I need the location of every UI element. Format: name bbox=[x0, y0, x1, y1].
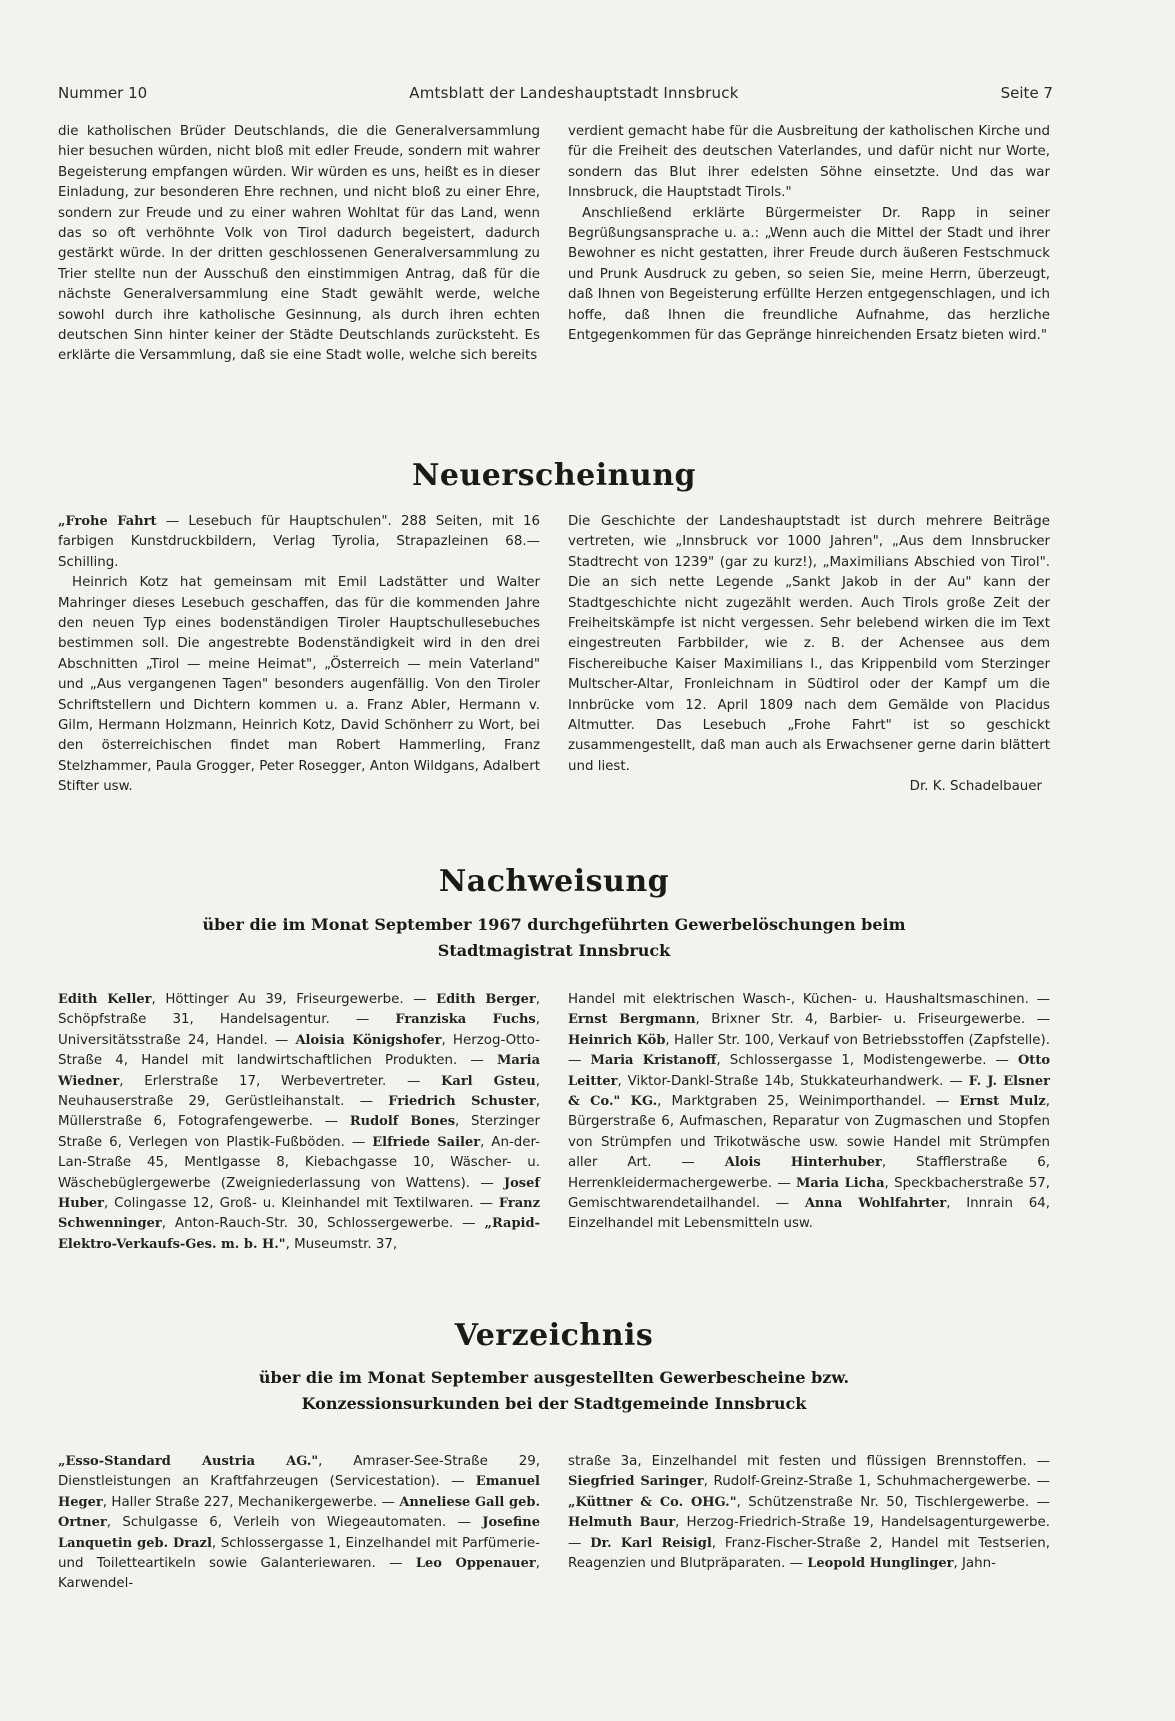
issue-number: Nummer 10 bbox=[58, 84, 148, 102]
nachweisung-right-entries bbox=[568, 990, 1050, 1235]
entry-text: , Rudolf-Greinz-Straße 1, Schuhmachergewerbe. — bbox=[703, 1474, 1050, 1490]
entry-name: Alois Hinterhuber bbox=[724, 1155, 882, 1171]
review-paragraph-1: Heinrich Kotz hat gemeinsam mit Emil Ladstätter und Walter Mahringer dieses Lesebuch geschaffen, das für die kommenden Jahre den neuen Typ eines bodenständigen Tiroler Hauptschullesebuches bestimmen soll. Die angestrebte Bodenständigkeit wird in den drei Abschnitten „Tirol — meine Heimat", „Österreich — mein Vaterland" und „Aus vergangenen Tagen" besonders augenfällig. Von den Tiroler Schriftstellern und Dichtern kommen u. a. Franz Abler, Hermann v. Gilm, Hermann Holzmann, Heinrich Kotz, David Schönherr zu Wort, bei den österreichischen findet man Robert Hammerling, Franz Stelzhammer, Paula Grogger, Peter Rosegger, Anton Wildgans, Adalbert Stifter usw. bbox=[58, 575, 540, 795]
review-signature: Dr. K. Schadelbauer bbox=[909, 779, 1042, 795]
entry-name: Dr. Karl Reisigl bbox=[590, 1535, 712, 1551]
entry-text: , Innrain 64, Einzelhandel mit Lebensmitteln usw. bbox=[568, 1196, 1051, 1232]
entry-text: , Schlossergasse 1, Einzelhandel mit Parfümerie- und Toiletteartikeln sowie Galanteriewaren. — bbox=[58, 1535, 540, 1572]
entry-name: Maria Kristanoff bbox=[590, 1053, 717, 1069]
entry-name: Maria Licha bbox=[796, 1175, 885, 1191]
entry-text: , Bürgerstraße 6, Aufmaschen, Reparatur von Zugmaschen und Stopfen von Strümpfen und Trikotwäsche usw. sowie Handel mit Strümpfen aller Art. — bbox=[568, 1094, 1050, 1171]
entry-name: Helmuth Baur bbox=[568, 1515, 676, 1531]
entry-text: , Universitätsstraße 24, Handel. — bbox=[58, 1012, 540, 1048]
verzeichnis-subheading bbox=[58, 1365, 1050, 1417]
intro-left-text: die katholischen Brüder Deutschlands, die die Generalversammlung hier besuchen würden, nicht bloß mit edler Freude, sondern mit wahrer Begeisterung empfangen würden. Wir würden es uns, heißt es in dieser Einladung, zur besonderen Ehre rechnen, und nicht bloß zu einer Ehre, sondern zur Freude und zu einer wahren Wohltat für das Land, wenn das so oft verhöhnte Volk von Tirol dadurch begeistert, dadurch gestärkt würde. In der dritten geschlossenen Generalversammlung zu Trier stellte nun der Ausschuß den einstimmigen Antrag, daß für die nächste Generalversammlung eine Stadt gewählt werde, welche sowohl durch ihre katholische Gesinnung, als durch ihren echten deutschen Sinn hinter keiner der Städte Deutschlands zurücksteht. Es erklärte die Versammlung, daß sie eine Stadt wolle, welche sich bereits bbox=[58, 124, 540, 364]
entry-text: , Herzog-Otto-Straße 4, Handel mit landwirtschaftlichen Produkten. — bbox=[58, 1032, 540, 1069]
entry-name: Heinrich Köb bbox=[568, 1032, 666, 1048]
entry-text: , Anton-Rauch-Str. 30, Schlossergewerbe. — bbox=[161, 1216, 485, 1232]
nachweisung-right-column bbox=[568, 990, 1050, 1255]
neuerscheinung-right-column bbox=[568, 512, 1050, 798]
neuerscheinung-left-column bbox=[58, 512, 540, 798]
entry-text: , Haller Str. 100, Verkauf von Betriebsstoffen (Zapfstelle). — bbox=[568, 1032, 1050, 1069]
running-head bbox=[58, 84, 1053, 102]
entry-text: , Höttinger Au 39, Friseurgewerbe. — bbox=[151, 992, 437, 1007]
entry-name: Edith Keller bbox=[58, 992, 152, 1007]
entry-name: Anna Wohlfahrter bbox=[804, 1196, 947, 1212]
entry-name: Emanuel Heger bbox=[58, 1474, 540, 1510]
publication-title: Amtsblatt der Landeshauptstadt Innsbruck bbox=[409, 84, 739, 102]
verzeichnis-left-entries bbox=[58, 1452, 540, 1595]
entry-text: , Erlerstraße 17, Werbevertreter. — bbox=[119, 1073, 442, 1089]
entry-name: „Esso-Standard Austria AG." bbox=[58, 1454, 319, 1469]
entry-name: Anneliese Gall geb. Ortner bbox=[58, 1494, 540, 1531]
entry-text: , Schöpfstraße 31, Handelsagentur. — bbox=[58, 992, 540, 1028]
book-citation bbox=[58, 512, 540, 573]
entry-name: „Küttner & Co. OHG." bbox=[568, 1494, 737, 1510]
entry-text: , Sterzinger Straße 6, Verlegen von Plastik-Fußböden. — bbox=[58, 1114, 540, 1150]
neuerscheinung-heading: Neuerscheinung bbox=[411, 458, 697, 493]
entry-name: Leo Oppenauer bbox=[415, 1556, 536, 1572]
entry-text: , Karwendel- bbox=[58, 1556, 540, 1592]
entry-name: Karl Gsteu bbox=[441, 1073, 536, 1089]
entry-text: , Stafflerstraße 6, Herrenkleidermachergewerbe. — bbox=[568, 1155, 1050, 1191]
entry-name: Edith Berger bbox=[436, 992, 536, 1007]
verzeichnis-left-column bbox=[58, 1452, 540, 1595]
entry-name: Aloisia Königshofer bbox=[295, 1032, 442, 1048]
nachweisung-subheading-line-1: über die im Monat September 1967 durchgeführten Gewerbelöschungen beim bbox=[202, 915, 906, 934]
entry-text: , Viktor-Dankl-Straße 14b, Stukkateurhandwerk. — bbox=[617, 1073, 969, 1089]
nachweisung-subheading bbox=[58, 912, 1050, 964]
entry-text: , Museumstr. 37, bbox=[285, 1236, 398, 1252]
entry-name: Josefine Lanquetin geb. Drazl bbox=[58, 1515, 540, 1551]
intro-right-paragraph-2: Anschließend erklärte Bürgermeister Dr. Rapp in seiner Begrüßungsansprache u. a.: „Wenn auch die Mittel der Stadt und ihrer Bewohner es nicht gestatten, ihrer Freude durch äußeren Festschmuck und Prunk Ausdruck zu geben, so seien Sie, meine Herrn, überzeugt, daß Ihnen von Begeisterung erfüllte Herzen entgegenschlagen, und ich hoffe, daß Ihnen die freundliche Aufnahme, das herzliche Entgegenkommen für das Gepränge hinreichenden Ersatz bieten wird." bbox=[568, 205, 1050, 344]
review-paragraph-2: Die Geschichte der Landeshauptstadt ist durch mehrere Beiträge vertreten, wie „Innsbruck vor 1000 Jahren", „Aus dem Innsbrucker Stadtrecht von 1239" (gar zu kurz!), „Maximilians Abschied von Tirol". Die an sich nette Legende „Sankt Jakob in der Au" kann der Stadtgeschichte nicht zugezählt werden. Auch Tirols große Zeit der Freiheitskämpfe ist nicht vergessen. Sehr belebend wirken die im Text eingestreuten Farbbilder, wie z. B. der Achensee aus dem Fischereibuche Kaiser Maximilians I., das Krippenbild vom Sterzinger Multscher-Altar, Fronleichnam in Südtirol oder der Kampf um die Innbrücke vom 12. April 1809 nach dem Gemälde von Placidus Altmutter. Das Lesebuch „Frohe Fahrt" ist so geschickt zusammengestellt, daß man auch als Erwachsener gerne darin blättert und liest. bbox=[568, 514, 1050, 774]
entry-text: , Schützenstraße Nr. 50, Tischlergewerbe. — bbox=[736, 1494, 1050, 1510]
intro-right-paragraph-1: verdient gemacht habe für die Ausbreitung der katholischen Kirche und für die Freiheit des deutschen Vaterlandes, und dafür nicht nur Worte, sondern das Blut ihrer edelsten Söhne einsetzte. Und das war Innsbruck, die Hauptstadt Tirols." bbox=[568, 124, 1050, 201]
entry-name: Leopold Hunglinger bbox=[807, 1556, 954, 1572]
entry-text: , Marktgraben 25, Weinimporthandel. — bbox=[657, 1094, 960, 1110]
entry-text: , Haller Straße 227, Mechanikergewerbe. — bbox=[102, 1494, 400, 1510]
intro-left-column bbox=[58, 122, 540, 367]
entry-text: straße 3a, Einzelhandel mit festen und flüssigen Brennstoffen. — bbox=[568, 1454, 1050, 1469]
entry-name: F. J. Elsner & Co." KG. bbox=[568, 1073, 1051, 1110]
entry-text: , Schulgasse 6, Verleih von Wiegeautomaten. — bbox=[106, 1515, 483, 1531]
entry-text: Handel mit elektrischen Wasch-, Küchen- u. Haushaltsmaschinen. — bbox=[568, 992, 1050, 1007]
entry-name: Ernst Bergmann bbox=[568, 1012, 696, 1028]
entry-name: Franz Schwenninger bbox=[58, 1196, 540, 1232]
nachweisung-columns bbox=[58, 990, 1050, 1255]
entry-text: , Brixner Str. 4, Barbier- u. Friseurgewerbe. — bbox=[695, 1012, 1050, 1028]
verzeichnis-subheading-line-2: Konzessionsurkunden bei der Stadtgemeinde Innsbruck bbox=[301, 1394, 807, 1413]
entry-name: Otto Leitter bbox=[568, 1053, 1050, 1089]
entry-name: Maria Wiedner bbox=[58, 1053, 540, 1089]
entry-name: Elfriede Sailer bbox=[372, 1134, 481, 1150]
verzeichnis-columns bbox=[58, 1452, 1050, 1595]
entry-text: , Amraser-See-Straße 29, Dienstleistungen an Kraftfahrzeugen (Servicestation). — bbox=[58, 1454, 540, 1490]
verzeichnis-heading: Verzeichnis bbox=[454, 1318, 654, 1353]
entry-text: , An-der-Lan-Straße 45, Mentlgasse 8, Kiebachgasse 10, Wäscher- u. Wäschebüglergewerbe (Zweigniederlassung von Wattens). — bbox=[58, 1134, 541, 1191]
entry-text: , Neuhauserstraße 29, Gerüstleihanstalt. — bbox=[58, 1073, 541, 1110]
verzeichnis-subheading-line-1: über die im Monat September ausgestellten Gewerbescheine bzw. bbox=[258, 1368, 850, 1387]
intro-right-column bbox=[568, 122, 1050, 367]
nachweisung-left-column bbox=[58, 990, 540, 1255]
entry-text: , Franz-Fischer-Straße 2, Handel mit Testserien, Reagenzien und Blutpräparaten. — bbox=[568, 1535, 1050, 1572]
entry-name: Siegfried Saringer bbox=[568, 1474, 704, 1490]
page-number: Seite 7 bbox=[1000, 84, 1053, 102]
nachweisung-left-entries bbox=[58, 990, 540, 1255]
intro-columns bbox=[58, 122, 1050, 367]
nachweisung-subheading-line-2: Stadtmagistrat Innsbruck bbox=[437, 941, 671, 960]
entry-text: , Müllerstraße 6, Fotografengewerbe. — bbox=[58, 1094, 540, 1130]
book-details: — Lesebuch für Hauptschulen". 288 Seiten, mit 16 farbigen Kunstdruckbildern, Verlag Tyrolia, Strapazleinen 68.— Schilling. bbox=[58, 514, 540, 570]
entry-text: , Colingasse 12, Groß- u. Kleinhandel mit Textilwaren. — bbox=[103, 1196, 499, 1212]
verzeichnis-right-entries bbox=[568, 1452, 1050, 1574]
book-title: „Frohe Fahrt bbox=[58, 514, 157, 529]
nachweisung-heading: Nachweisung bbox=[438, 864, 670, 899]
entry-name: „Rapid-Elektro-Verkaufs-Ges. m. b. H." bbox=[58, 1216, 540, 1252]
entry-text: , Herzog-Friedrich-Straße 19, Handelsagenturgewerbe. — bbox=[568, 1515, 1050, 1551]
entry-text: , Jahn- bbox=[953, 1556, 996, 1572]
entry-text: , Schlossergasse 1, Modistengewerbe. — bbox=[716, 1053, 1018, 1069]
entry-name: Friedrich Schuster bbox=[388, 1094, 536, 1110]
neuerscheinung-columns bbox=[58, 512, 1050, 798]
entry-name: Ernst Mulz bbox=[959, 1094, 1046, 1110]
entry-name: Rudolf Bones bbox=[349, 1114, 456, 1130]
entry-name: Franziska Fuchs bbox=[395, 1012, 536, 1028]
verzeichnis-right-column bbox=[568, 1452, 1050, 1595]
entry-name: Josef Huber bbox=[58, 1175, 540, 1212]
entry-text: , Speckbacherstraße 57, Gemischtwarendetailhandel. — bbox=[568, 1175, 1050, 1212]
